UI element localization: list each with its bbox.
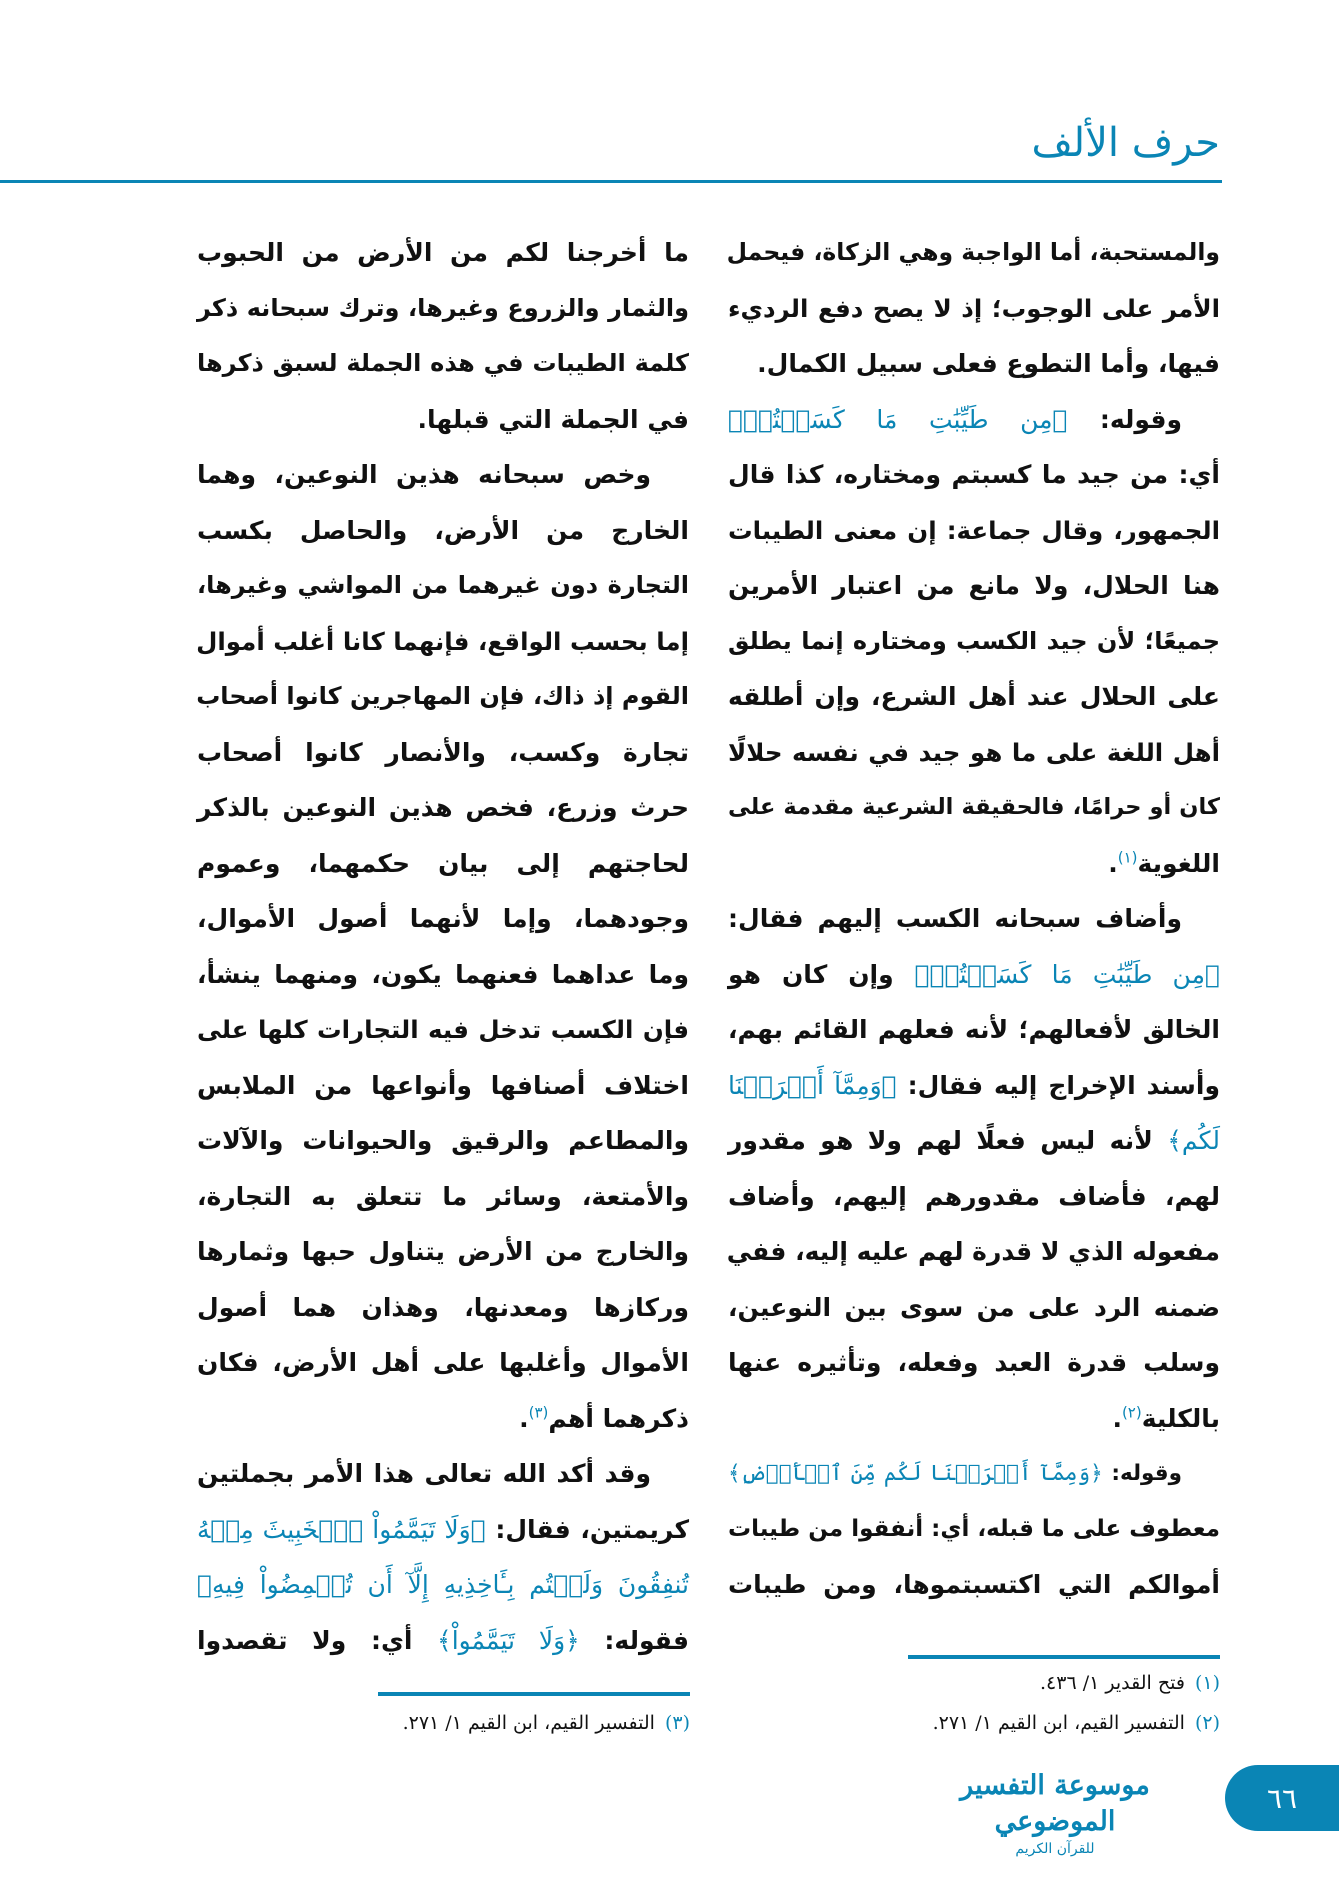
text-segment: كريمتين، فقال: [485, 1514, 689, 1544]
page-number: ٦٦ [1266, 1781, 1298, 1815]
text-segment: اللغوية [1137, 848, 1220, 878]
text-line [197, 614, 689, 670]
text-line [197, 947, 689, 1003]
text-segment: أموالكم التي اكتسبتموها، ومن طيبات [728, 1570, 1220, 1599]
text-segment: لحاجتهم إلى بيان حكمهما، وعموم [197, 848, 689, 878]
text-segment: تجارة وكسب، والأنصار كانوا أصحاب [197, 737, 689, 767]
quran-verse: تُنفِقُونَ وَلَسۡتُم بِـَٔاخِذِيهِ إِلَّآ أَن تُغۡمِضُواْ فِيهِ﴾ [197, 1570, 689, 1599]
text-segment: الأمر على الوجوب؛ إذ لا يصح دفع الرديء [728, 293, 1220, 323]
text-line [728, 1446, 1220, 1502]
quran-verse: ﴿وَلَا تَيَمَّمُواْ﴾ [437, 1625, 580, 1655]
text-line [728, 1002, 1220, 1058]
text-line [728, 1335, 1220, 1391]
footnote-ref: (٢) [1121, 1403, 1142, 1422]
text-line [197, 1280, 689, 1336]
text-line [197, 836, 689, 892]
text-line [197, 281, 689, 337]
footnote-2 [933, 1712, 1220, 1734]
text-line [728, 1502, 1220, 1558]
text-line [197, 503, 689, 559]
quran-verse: ﴿وَلَا تَيَمَّمُواْ ٱلۡخَبِيثَ مِنۡهُ [197, 1514, 486, 1544]
text-line [728, 1113, 1220, 1169]
text-segment: فيها، وأما التطوع فعلى سبيل الكمال. [757, 349, 1220, 378]
quran-verse: ﴿مِن طَيِّبَٰتِ مَا كَسَبۡتُمۡ﴾ [728, 404, 1068, 434]
text-line [197, 1169, 689, 1225]
text-line [197, 1613, 689, 1669]
text-line [728, 1391, 1220, 1447]
text-segment: وما عداهما فعنهما يكون، ومنهما ينشأ، [197, 959, 689, 989]
text-line [728, 1280, 1220, 1336]
text-line [728, 891, 1220, 947]
text-line [197, 225, 689, 281]
text-segment: وأسند الإخراج إليه فقال: [896, 1070, 1220, 1100]
text-segment: حرث وزرع، فخص هذين النوعين بالذكر [197, 793, 689, 822]
footnote-text: التفسير القيم، ابن القيم ١/ ٢٧١. [402, 1712, 655, 1734]
text-line [728, 725, 1220, 781]
footnote-number: (٣) [664, 1712, 690, 1734]
text-line [197, 891, 689, 947]
text-line [728, 281, 1220, 337]
text-segment: والمستحبة، أما الواجبة وهي الزكاة، فيحمل [726, 238, 1220, 266]
logo-subtitle: للقرآن الكريم [1015, 1841, 1095, 1857]
text-segment: كلمة الطيبات في هذه الجملة لسبق ذكرها [197, 349, 689, 377]
text-segment: ذكرهما أهم [548, 1403, 689, 1433]
text-line [197, 780, 689, 836]
text-segment: لهم، فأضاف مقدورهم إليهم، وأضاف [728, 1181, 1220, 1211]
text-line [197, 392, 689, 448]
text-segment: والخارج من الأرض يتناول حبها وثمارها [197, 1237, 689, 1266]
text-line [728, 614, 1220, 670]
text-segment: وسلب قدرة العبد وفعله، وتأثيره عنها [728, 1348, 1220, 1377]
text-line [728, 669, 1220, 725]
text-line [197, 1557, 689, 1613]
text-segment: . [1112, 1403, 1122, 1433]
footnote-number: (٢) [1194, 1712, 1220, 1734]
text-line [197, 725, 689, 781]
text-segment: وقد أكد الله تعالى هذا الأمر بجملتين [197, 1459, 651, 1488]
text-segment: وركازها ومعدنها، وهذان هما أصول [197, 1292, 689, 1322]
logo-title: موسوعة التفسير الموضوعي [960, 1770, 1150, 1837]
quran-verse: لَكُم﴾ [1167, 1126, 1220, 1155]
text-line [728, 836, 1220, 892]
text-segment: أي: من جيد ما كسبتم ومختاره، كذا قال [728, 460, 1220, 489]
text-line [197, 558, 689, 614]
text-segment: ضمنه الرد على من سوى بين النوعين، [728, 1292, 1220, 1322]
text-segment: إما بحسب الواقع، فإنهما كانا أغلب أموال [196, 626, 689, 656]
text-line [728, 558, 1220, 614]
text-line [728, 1224, 1220, 1280]
text-segment: اختلاف أصنافها وأنواعها من الملابس [197, 1070, 689, 1100]
text-segment: الخارج من الأرض، والحاصل بكسب [197, 515, 689, 545]
right-column [728, 225, 1220, 1613]
text-segment: وخص سبحانه هذين النوعين، وهما [197, 460, 651, 489]
text-segment: كان أو حرامًا، فالحقيقة الشرعية مقدمة على [728, 794, 1220, 820]
text-segment: الجمهور، وقال جماعة: إن معنى الطيبات [728, 515, 1220, 545]
footnote-text: التفسير القيم، ابن القيم ١/ ٢٧١. [932, 1712, 1185, 1734]
text-line [197, 1113, 689, 1169]
text-segment: جميعًا؛ لأن جيد الكسب ومختاره إنما يطلق [728, 626, 1220, 655]
text-segment: . [519, 1403, 529, 1433]
text-line [197, 1224, 689, 1280]
footnote-text: فتح القدير ١/ ٤٣٦. [1040, 1672, 1185, 1694]
text-line [728, 336, 1220, 392]
text-segment: على الحلال عند أهل الشرع، وإن أطلقه [728, 682, 1220, 711]
footnote-divider-left [378, 1692, 690, 1696]
text-segment: الأموال وأغلبها على أهل الأرض، فكان [197, 1348, 689, 1377]
left-column [197, 225, 689, 1668]
text-line [728, 503, 1220, 559]
text-line [728, 1058, 1220, 1114]
text-segment: وقوله: [1102, 1461, 1182, 1486]
header-divider [0, 180, 1222, 183]
text-segment: والأمتعة، وسائر ما تتعلق به التجارة، [197, 1181, 689, 1211]
text-segment: معطوف على ما قبله، أي: أنفقوا من طيبات [728, 1515, 1220, 1542]
text-line [728, 780, 1220, 836]
text-segment: هنا الحلال، ولا مانع من اعتبار الأمرين [728, 571, 1220, 600]
footnote-3 [403, 1712, 690, 1734]
footnote-1 [1040, 1672, 1220, 1694]
text-segment: التجارة دون غيرهما من المواشي وغيرها، [197, 571, 689, 599]
text-segment: مفعوله الذي لا قدرة لهم عليه إليه، ففي [726, 1237, 1220, 1266]
text-segment: وأضاف سبحانه الكسب إليهم فقال: [728, 904, 1182, 933]
text-line [197, 1002, 689, 1058]
text-segment: لأنه ليس فعلًا لهم ولا هو مقدور [728, 1126, 1168, 1155]
text-segment: فإن الكسب تدخل فيه التجارات كلها على [197, 1015, 689, 1044]
text-line [197, 336, 689, 392]
text-segment: وإن كان هو [728, 959, 915, 989]
footnote-divider-right [908, 1655, 1220, 1659]
footnote-number: (١) [1194, 1672, 1220, 1694]
text-segment: أي: ولا تقصدوا [197, 1625, 438, 1655]
text-line [197, 447, 689, 503]
footnote-ref: (١) [1117, 848, 1138, 867]
text-segment: الخالق لأفعالهم؛ لأنه فعلهم القائم بهم، [728, 1015, 1220, 1044]
section-title: حرف الألف [1031, 120, 1220, 166]
text-line [197, 669, 689, 725]
text-line [728, 1557, 1220, 1613]
quran-verse: ﴿مِن طَيِّبَٰتِ مَا كَسَبۡتُمۡ﴾ [914, 959, 1220, 989]
text-line [728, 1169, 1220, 1225]
text-segment: بالكلية [1141, 1403, 1220, 1433]
text-line [197, 1446, 689, 1502]
text-line [728, 225, 1220, 281]
footnote-ref: (٣) [528, 1403, 549, 1422]
text-line [728, 392, 1220, 448]
text-line [197, 1058, 689, 1114]
text-line [197, 1502, 689, 1558]
text-line [728, 447, 1220, 503]
text-segment: فقوله: [579, 1625, 690, 1655]
encyclopedia-logo [930, 1768, 1180, 1858]
text-segment: وقوله: [1067, 404, 1182, 434]
text-segment: في الجملة التي قبلها. [417, 404, 689, 434]
text-segment: أهل اللغة على ما هو جيد في نفسه حلالًا [728, 737, 1220, 767]
text-line [197, 1391, 689, 1447]
quran-verse: ﴿وَمِمَّآ أَخۡرَجۡنَا [728, 1070, 897, 1100]
text-line [728, 947, 1220, 1003]
text-segment: والمطاعم والرقيق والحيوانات والآلات [197, 1126, 689, 1155]
text-segment: والثمار والزروع وغيرها، وترك سبحانه ذكر [197, 293, 689, 322]
text-segment: ما أخرجنا لكم من الأرض من الحبوب [197, 238, 689, 267]
text-line [197, 1335, 689, 1391]
quran-verse: ﴿وَمِمَّآ أَخۡرَجۡنَا لَكُم مِّنَ ٱلۡأَرۡضِ﴾ [728, 1461, 1103, 1486]
text-segment: . [1108, 848, 1118, 878]
text-segment: القوم إذ ذاك، فإن المهاجرين كانوا أصحاب [196, 682, 689, 710]
text-segment: وجودهما، وإما لأنهما أصول الأموال، [197, 904, 689, 933]
page-number-tab [1225, 1765, 1339, 1831]
